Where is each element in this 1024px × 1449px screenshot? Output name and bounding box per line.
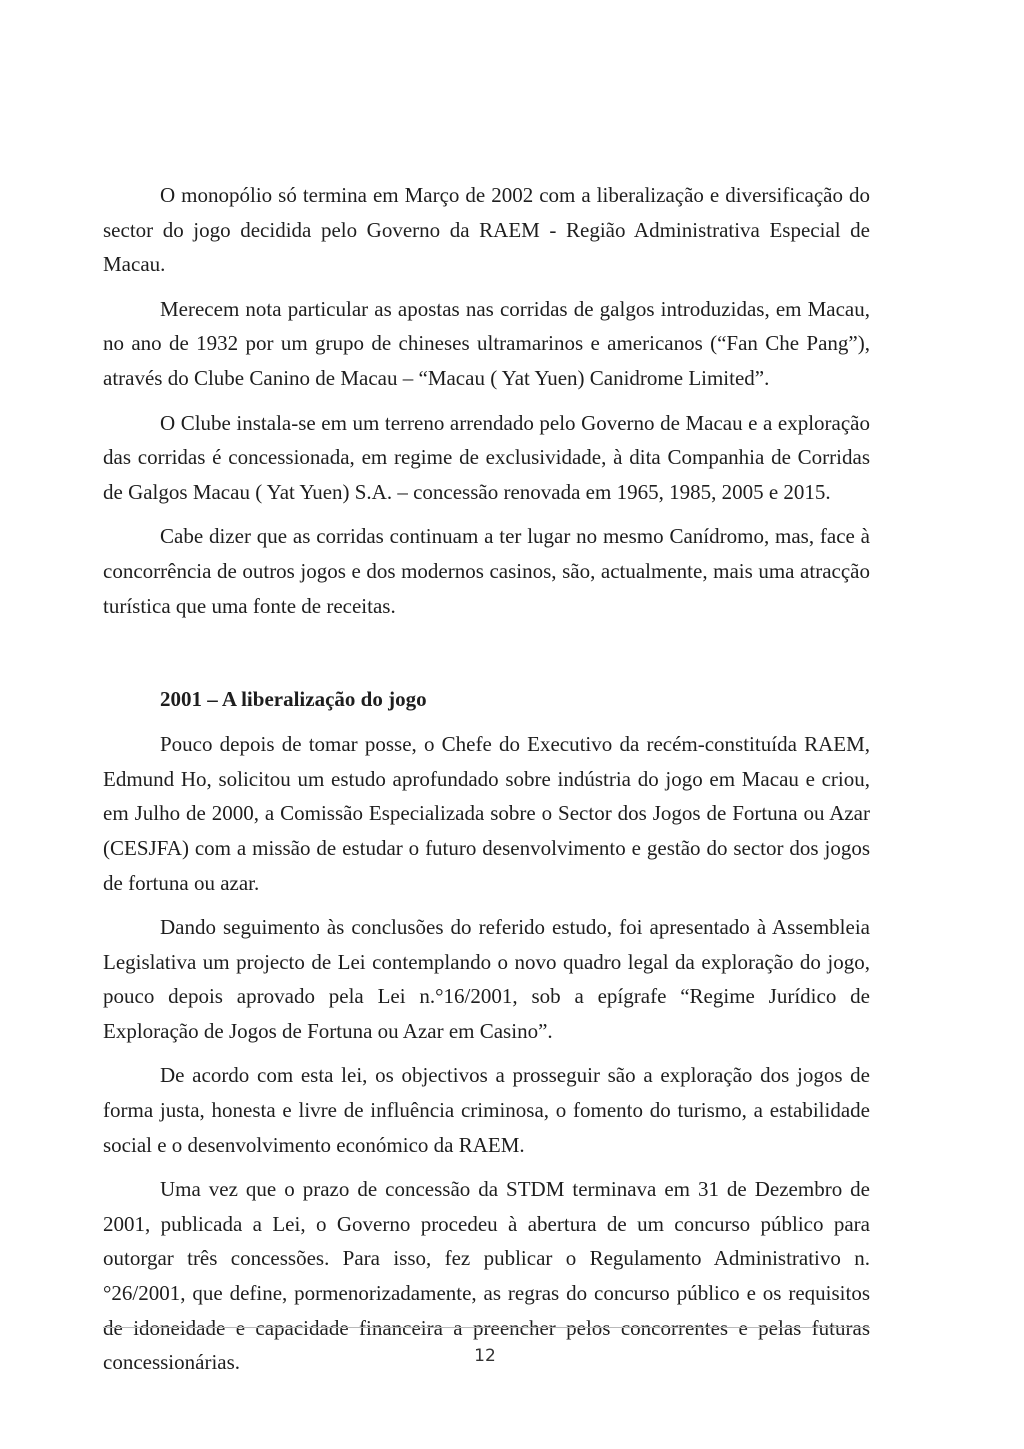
paragraph: O monopólio só termina em Março de 2002 com a liberalização e diversificação do sector do jogo decidida pelo Governo da RAEM - Região Administrativa Especial de Macau. — [103, 183, 870, 277]
section-heading: 2001 – A liberalização do jogo — [160, 687, 427, 712]
page-number: 12 — [474, 1346, 496, 1366]
paragraph: O Clube instala-se em um terreno arrendado pelo Governo de Macau e a exploração das corridas é concessionada, em regime de exclusividade, à dita Companhia de Corridas de Galgos Macau ( Yat Yuen) S.A. – concessão renovada em 1965, 1985, 2005 e 2015. — [103, 410, 870, 504]
footer-divider — [103, 1327, 870, 1328]
paragraph: De acordo com esta lei, os objectivos a prosseguir são a exploração dos jogos de forma justa, honesta e livre de influência criminosa, o fomento do turismo, a estabilidade social e o desenvolvimento económico da RAEM. — [103, 1063, 870, 1157]
paragraph: Cabe dizer que as corridas continuam a ter lugar no mesmo Canídromo, mas, face à concorrência de outros jogos e dos modernos casinos, são, actualmente, mais uma atracção turística que uma fonte de receitas. — [103, 524, 870, 618]
paragraph: Pouco depois de tomar posse, o Chefe do Executivo da recém-constituída RAEM, Edmund Ho, solicitou um estudo aprofundado sobre indústria do jogo em Macau e criou, em Julho de 2000, a Comissão Especializada sobre o Sector dos Jogos de Fortuna ou Azar (CESJFA) com a missão de estudar o futuro desenvolvimento e gestão do sector dos jogos de fortuna ou azar. — [103, 732, 870, 895]
paragraph: Uma vez que o prazo de concessão da STDM terminava em 31 de Dezembro de 2001, publicada a Lei, o Governo procedeu à abertura de um concurso público para outorgar três concessões. Para isso, fez publicar o Regulamento Administrativo n.°26/2001, que define, pormenorizadamente, as regras do concurso público e os requisitos de idoneidade e capacidade financeira a preencher pelos concorrentes e pelas futuras concessionárias. — [103, 1177, 870, 1375]
paragraph: Dando seguimento às conclusões do referido estudo, foi apresentado à Assembleia Legislativa um projecto de Lei contemplando o novo quadro legal da exploração do jogo, pouco depois aprovado pela Lei n.°16/2001, sob a epígrafe “Regime Jurídico de Exploração de Jogos de Fortuna ou Azar em Casino”. — [103, 915, 870, 1043]
paragraph: Merecem nota particular as apostas nas corridas de galgos introduzidas, em Macau, no ano de 1932 por um grupo de chineses ultramarinos e americanos (“Fan Che Pang”), através do Clube Canino de Macau – “Macau ( Yat Yuen) Canidrome Limited”. — [103, 296, 870, 390]
page-body — [103, 178, 870, 1390]
